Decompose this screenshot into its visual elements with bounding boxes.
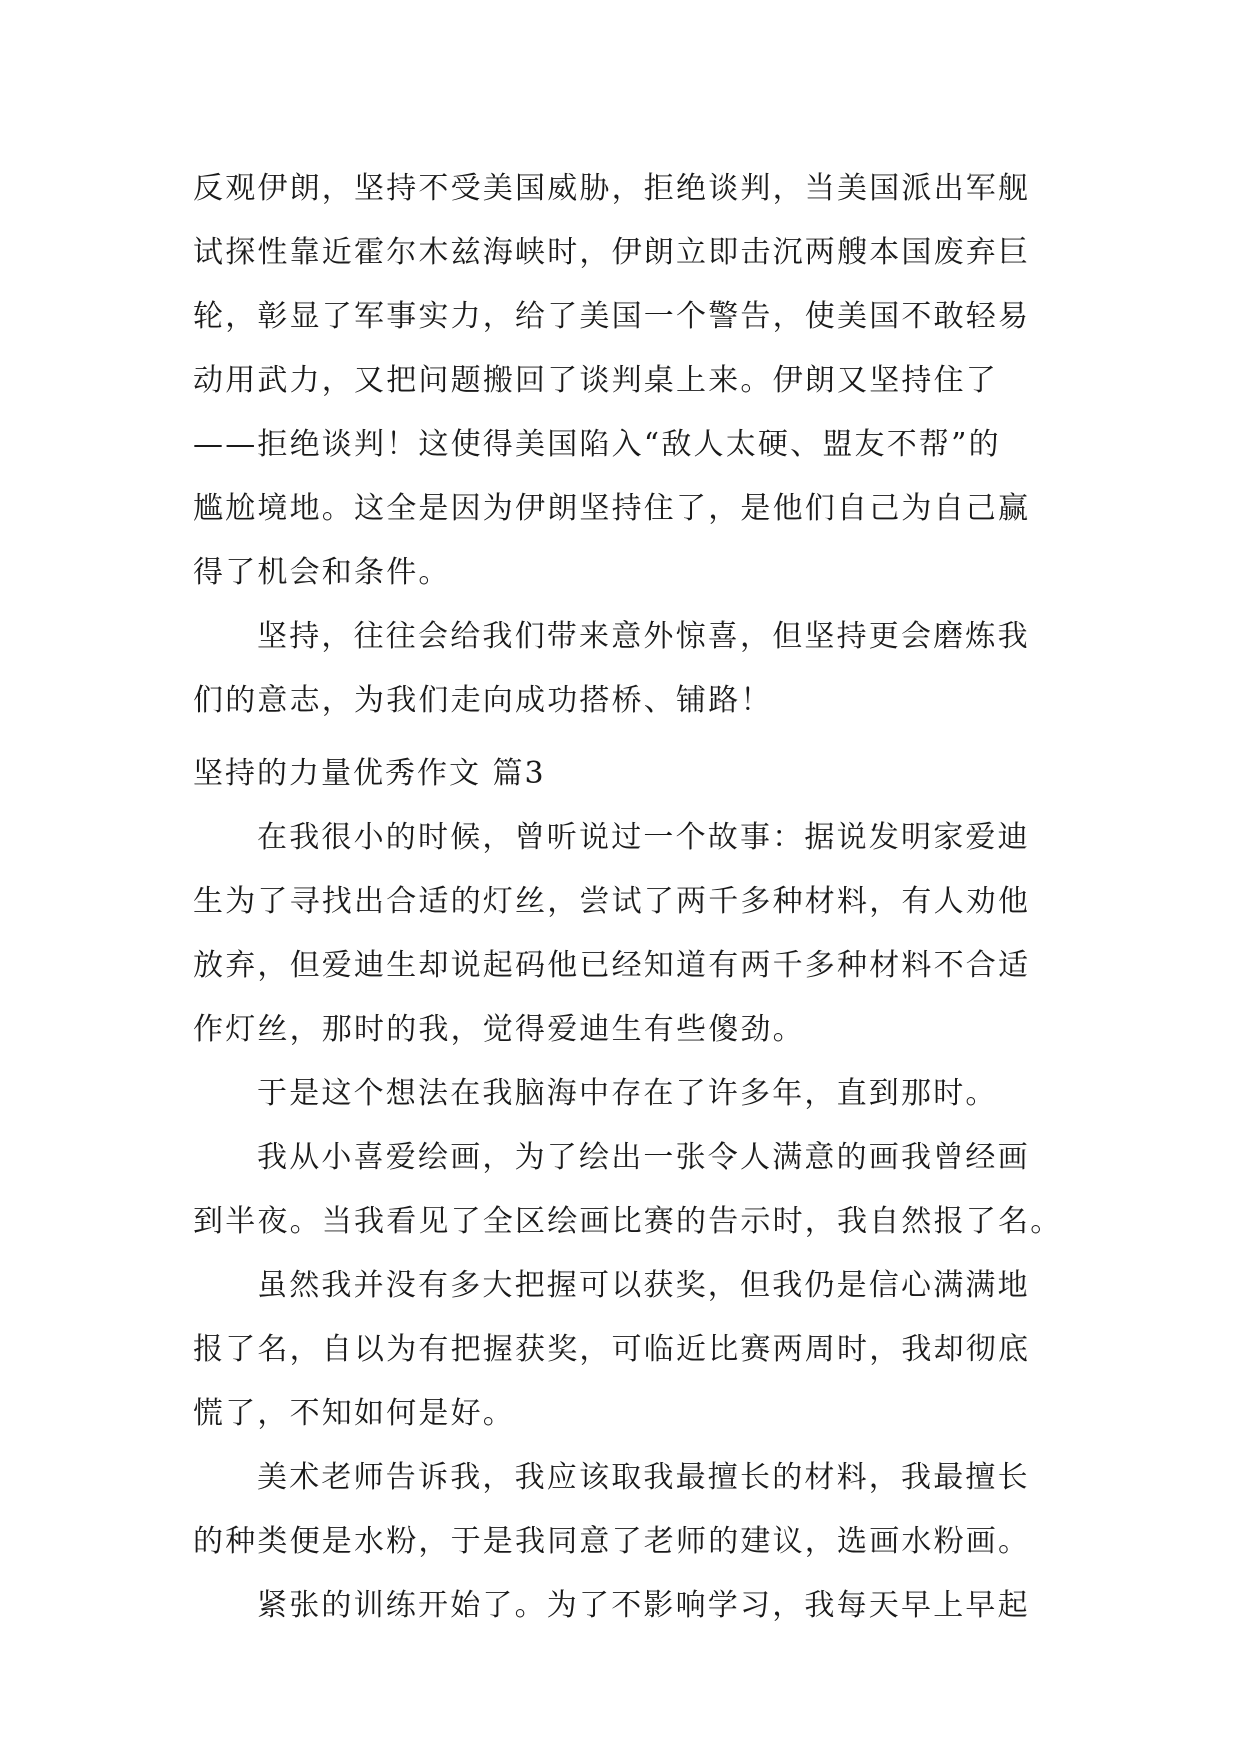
text-line: 试探性靠近霍尔木兹海峡时，伊朗立即击沉两艘本国废弃巨 [193,235,1031,270]
text-line: 的种类便是水粉，于是我同意了老师的建议，选画水粉画。 [193,1524,1031,1559]
paragraph-start-line: 在我很小的时候，曾听说过一个故事：据说发明家爱迪 [257,820,1030,855]
text-line: 们的意志，为我们走向成功搭桥、铺路！ [193,683,773,718]
paragraph-start-line: 坚持，往往会给我们带来意外惊喜，但坚持更会磨炼我 [257,619,1030,654]
text-line: 放弃，但爱迪生却说起码他已经知道有两千多种材料不合适 [193,948,1031,983]
text-line: 到半夜。当我看见了全区绘画比赛的告示时，我自然报了名。 [193,1204,1063,1239]
text-line: 轮，彰显了军事实力，给了美国一个警告，使美国不敢轻易 [193,299,1031,334]
text-line: ——拒绝谈判！这使得美国陷入“敌人太硬、盟友不帮”的 [193,427,1001,462]
paragraph-start-line: 紧张的训练开始了。为了不影响学习，我每天早上早起 [257,1588,1030,1623]
essay-heading: 坚持的力量优秀作文 篇3 [193,756,546,791]
text-line: 反观伊朗，坚持不受美国威胁，拒绝谈判，当美国派出军舰 [193,171,1031,206]
text-line: 得了机会和条件。 [193,555,451,590]
text-line: 作灯丝，那时的我，觉得爱迪生有些傻劲。 [193,1012,805,1047]
text-line: 报了名，自以为有把握获奖，可临近比赛两周时，我却彻底 [193,1332,1031,1367]
text-line: 尴尬境地。这全是因为伊朗坚持住了，是他们自己为自己赢 [193,491,1031,526]
text-line: 生为了寻找出合适的灯丝，尝试了两千多种材料，有人劝他 [193,884,1031,919]
paragraph-start-line: 于是这个想法在我脑海中存在了许多年，直到那时。 [257,1076,998,1111]
paragraph-start-line: 虽然我并没有多大把握可以获奖，但我仍是信心满满地 [257,1268,1030,1303]
text-line: 动用武力，又把问题搬回了谈判桌上来。伊朗又坚持住了 [193,363,998,398]
essay-section-continued [193,157,1058,733]
paragraph-start-line: 我从小喜爱绘画，为了绘出一张令人满意的画我曾经画 [257,1140,1030,1175]
essay-section-3 [193,806,1063,1638]
text-line: 慌了，不知如何是好。 [193,1396,515,1431]
paragraph-start-line: 美术老师告诉我，我应该取我最擅长的材料，我最擅长 [257,1460,1030,1495]
